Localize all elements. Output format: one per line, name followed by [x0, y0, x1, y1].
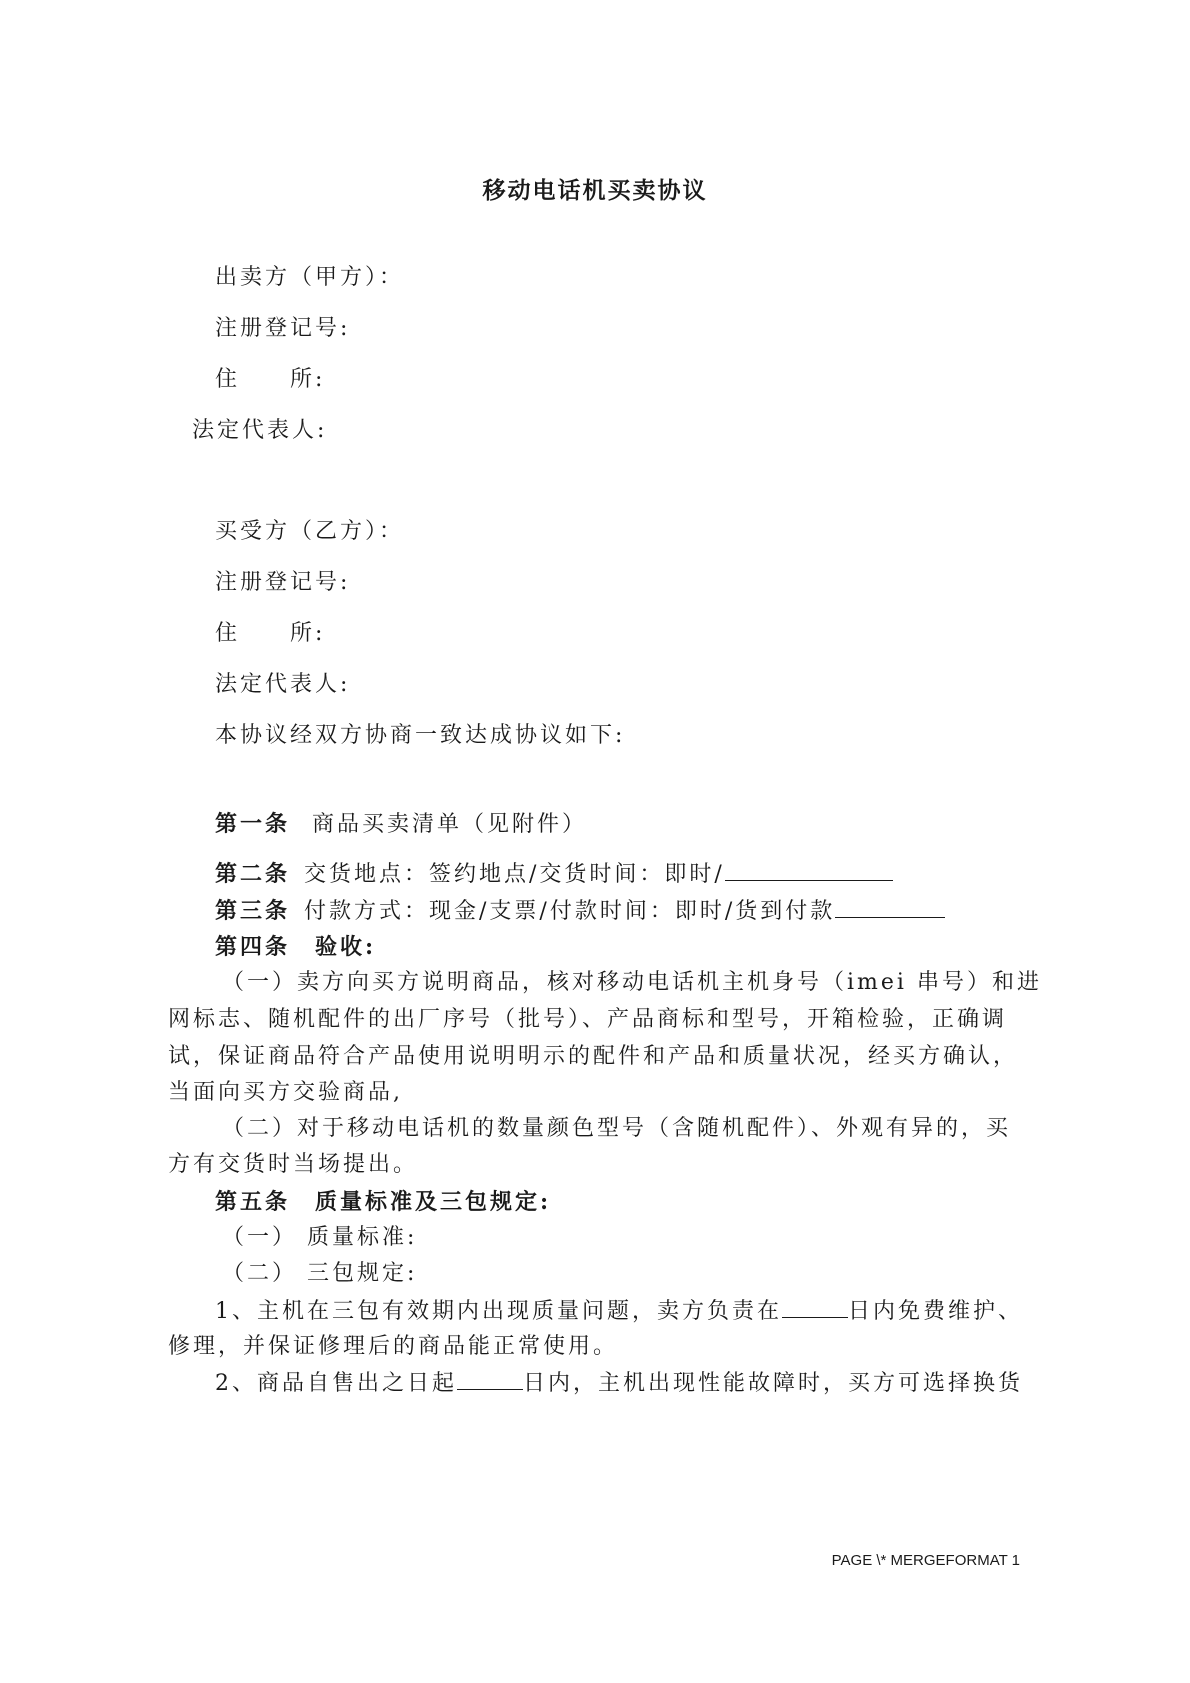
article-2-blank [725, 860, 893, 881]
article-2 [215, 860, 893, 889]
article-2-heading: 第二条 [215, 861, 291, 887]
buyer-rep-label: 法定代表人: [215, 672, 351, 697]
article-5-item-1-line1 [215, 1297, 1023, 1326]
article-4-heading: 第四条 验收: [215, 934, 377, 960]
intro-text: 本协议经双方协商一致达成协议如下: [215, 723, 626, 748]
article-5-item-2-text-a: 2、商品自售出之日起 [215, 1371, 457, 1396]
seller-reg-label: 注册登记号: [215, 316, 351, 341]
buyer-address-label: 住 所: [215, 621, 326, 646]
article-1 [215, 810, 587, 839]
article-1-heading: 第一条 [215, 811, 291, 837]
buyer-label: 买受方（乙方）： [215, 519, 405, 544]
seller-rep-label: 法定代表人: [192, 418, 328, 443]
article-3 [215, 897, 945, 926]
document-title: 移动电话机买卖协议 [482, 177, 708, 204]
article-4-para2-line1: （二）对于移动电话机的数量颜色型号（含随机配件）、外观有异的，买 [222, 1116, 1012, 1141]
seller-address-label: 住 所: [215, 367, 326, 392]
article-5-item-2-text-b: 日内，主机出现性能故障时，买方可选择换货 [523, 1371, 1024, 1396]
article-1-text: 商品买卖清单（见附件） [312, 812, 588, 837]
article-5-item-1-blank [782, 1297, 848, 1318]
article-3-heading: 第三条 [215, 898, 291, 924]
seller-label: 出卖方（甲方）： [215, 265, 405, 290]
article-5-item-2-line1 [215, 1369, 1023, 1398]
article-2-text: 交货地点：签约地点/交货时间：即时/ [304, 862, 725, 887]
article-3-blank [835, 897, 945, 918]
page-footer: PAGE \* MERGEFORMAT 1 [831, 1552, 1020, 1569]
article-5-heading: 第五条 质量标准及三包规定: [215, 1189, 552, 1215]
article-5-item-1-text-b: 日内免费维护、 [848, 1299, 1024, 1324]
buyer-reg-label: 注册登记号: [215, 570, 351, 595]
article-4-para2-line2: 方有交货时当场提出。 [168, 1152, 419, 1177]
article-5-item-1-text-a: 1、主机在三包有效期内出现质量问题，卖方负责在 [215, 1299, 782, 1324]
article-5-item-1-line2: 修理，并保证修理后的商品能正常使用。 [168, 1334, 619, 1359]
article-4-para1-line4: 当面向买方交验商品, [168, 1080, 403, 1105]
article-5-item-2-blank [457, 1369, 523, 1390]
article-4-para1-line1: （一）卖方向买方说明商品，核对移动电话机主机身号（imei 串号）和进 [222, 970, 1042, 995]
article-5-section-2: （二） 三包规定: [222, 1261, 418, 1286]
article-5-section-1: （一） 质量标准: [222, 1225, 418, 1250]
article-4-para1-line3: 试，保证商品符合产品使用说明明示的配件和产品和质量状况，经买方确认， [168, 1044, 1019, 1069]
article-4-para1-line2: 网标志、随机配件的出厂序号（批号）、产品商标和型号，开箱检验，正确调 [168, 1007, 1008, 1032]
article-3-text: 付款方式：现金/支票/付款时间：即时/货到付款 [304, 899, 836, 924]
